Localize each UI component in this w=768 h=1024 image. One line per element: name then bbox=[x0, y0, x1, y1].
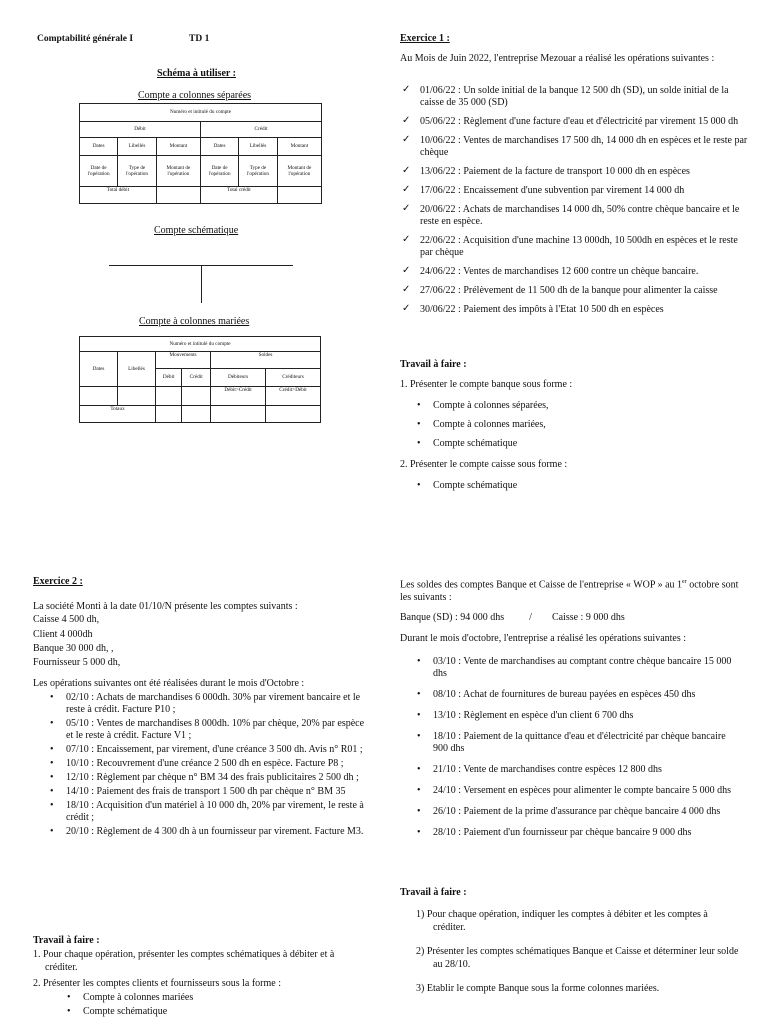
col-libelles: Libellés bbox=[118, 352, 156, 387]
schematic-account-title: Compte schématique bbox=[154, 225, 239, 236]
ex2-q1: 1. Pour chaque opération, présenter les comptes schématiques à débiter et à créditer. bbox=[33, 949, 335, 973]
cell bbox=[80, 387, 118, 406]
list-item: ✓ 05/06/22 : Règlement d'une facture d'eau et d'électricité par virement 15 000 dh bbox=[402, 115, 739, 127]
list-item: • 05/10 : Ventes de marchandises 8 000dh. 10% par chèque, 20% par espèce et le reste à crédit. Facture V1 ; bbox=[50, 718, 365, 741]
ex1-intro: Au Mois de Juin 2022, l'entreprise Mezouar a réalisé les opérations suivantes : bbox=[400, 53, 715, 64]
list-item: • 26/10 : Paiement de la prime d'assurance par chèque bancaire 4 000 dhs bbox=[417, 806, 721, 817]
col-dates: Dates bbox=[200, 138, 238, 156]
debit-header: Débit bbox=[80, 122, 201, 138]
list-item: • 08/10 : Achat de fournitures de bureau payées en espèces 450 dhs bbox=[417, 689, 696, 700]
check-icon: ✓ bbox=[402, 265, 411, 276]
separated-columns-title: Compte a colonnes séparées bbox=[138, 90, 252, 101]
cell bbox=[266, 406, 321, 423]
separated-columns-table bbox=[79, 103, 322, 204]
account-name-cell: Numéro et intitulé du compte bbox=[80, 337, 321, 352]
col-debiteurs: Débiteurs bbox=[211, 369, 266, 387]
list-item: • 18/10 : Paiement de la quittance d'eau et d'électricité par chèque bancaire 900 dhs bbox=[417, 731, 726, 754]
total-debit: Total débit bbox=[80, 187, 157, 204]
ex3-task: 2) Présenter les comptes schématiques Banque et Caisse et déterminer leur solde au 28/10. bbox=[416, 946, 739, 970]
list-item: • 18/10 : Acquisition d'un matériel à 10 000 dh, 20% par virement, le reste à crédit ; bbox=[50, 800, 364, 823]
ex2-title: Exercice 2 : bbox=[33, 576, 83, 587]
totaux: Totaux bbox=[80, 406, 156, 423]
check-icon: ✓ bbox=[402, 134, 411, 145]
ex3-operations bbox=[400, 656, 740, 848]
cell bbox=[156, 406, 182, 423]
credit-header: Crédit bbox=[200, 122, 321, 138]
cell: Date de l'opération bbox=[200, 156, 238, 187]
ex2-q2: 2. Présenter les comptes clients et fournisseurs sous la forme : bbox=[33, 978, 281, 989]
check-icon: ✓ bbox=[402, 284, 411, 295]
list-item: • Compte à colonnes mariées, bbox=[417, 419, 546, 430]
list-item: ✓ 22/06/22 : Acquisition d'une machine 13 000dh, 10 500dh en espèces et le reste par chèque bbox=[402, 234, 738, 258]
cell bbox=[182, 387, 211, 406]
list-item: • Compte schématique bbox=[67, 1006, 168, 1017]
cell bbox=[211, 406, 266, 423]
list-item: • 14/10 : Paiement des frais de transport 1 500 dh par chèque n° BM 35 bbox=[50, 786, 346, 797]
list-item: • Compte schématique bbox=[417, 480, 518, 491]
course-title: Comptabilité générale I bbox=[37, 34, 134, 44]
cell: Type de l'opération bbox=[239, 156, 278, 187]
cell: Date de l'opération bbox=[80, 156, 118, 187]
credit-formula: Crédit>Débit bbox=[266, 387, 321, 406]
ex2-q2-list bbox=[50, 992, 350, 1018]
list-item: • 28/10 : Paiement d'un fournisseur par chèque bancaire 9 000 dhs bbox=[417, 827, 692, 838]
col-credit: Crédit bbox=[182, 369, 211, 387]
list-item: • 03/10 : Vente de marchandises au comptant contre chèque bancaire 15 000 dhs bbox=[417, 656, 732, 679]
ex1-q2: 2. Présenter le compte caisse sous forme : bbox=[400, 459, 568, 470]
list-item: ✓ 10/06/22 : Ventes de marchandises 17 500 dh, 14 000 dh en espèces et le reste par chèque bbox=[402, 134, 748, 158]
list-item: • 07/10 : Encaissement, par virement, d'une créance 3 500 dh. Avis n° R01 ; bbox=[50, 744, 363, 755]
col-dates: Dates bbox=[80, 352, 118, 387]
mouvements-header: Mouvements bbox=[156, 352, 211, 369]
list-item: ✓ 17/06/22 : Encaissement d'une subvention par virement 14 000 dh bbox=[402, 184, 685, 196]
ex3-ops-intro: Durant le mois d'octobre, l'entreprise a réalisé les opérations suivantes : bbox=[400, 633, 687, 644]
ex2-account: Fournisseur 5 000 dh, bbox=[33, 657, 121, 668]
ex2-operations bbox=[33, 692, 370, 840]
cell bbox=[277, 187, 321, 204]
ex1-operations bbox=[400, 85, 750, 323]
ex1-q1: 1. Présenter le compte banque sous forme : bbox=[400, 379, 573, 390]
check-icon: ✓ bbox=[402, 115, 411, 126]
total-credit: Total crédit bbox=[200, 187, 277, 204]
list-item: • 20/10 : Règlement de 4 300 dh à un fournisseur par virement. Facture M3. bbox=[50, 826, 364, 837]
ex2-work-title: Travail à faire : bbox=[33, 935, 100, 946]
check-icon: ✓ bbox=[402, 303, 411, 314]
list-item: • 12/10 : Règlement par chèque n° BM 34 des frais publicitaires 2 500 dh ; bbox=[50, 772, 359, 783]
cell bbox=[156, 187, 200, 204]
check-icon: ✓ bbox=[402, 203, 411, 214]
ex2-account: Banque 30 000 dh, , bbox=[33, 643, 114, 654]
col-debit: Débit bbox=[156, 369, 182, 387]
ex3-intro: Les soldes des comptes Banque et Caisse de l'entreprise « WOP » au 1er octobre sont les suivants : bbox=[400, 579, 739, 603]
col-libelles: Libellés bbox=[239, 138, 278, 156]
list-item: ✓ 20/06/22 : Achats de marchandises 14 000 dh, 50% contre chèque bancaire et le reste en espèce. bbox=[402, 203, 740, 227]
col-crediteurs: Créditeurs bbox=[266, 369, 321, 387]
cell: Type de l'opération bbox=[118, 156, 157, 187]
account-name-cell: Numéro et intitulé du compte bbox=[80, 104, 322, 122]
list-item: • Compte schématique bbox=[417, 438, 518, 449]
cell: Montant de l'opération bbox=[277, 156, 321, 187]
ex2-ops-intro: Les opérations suivantes ont été réalisées durant le mois d'Octobre : bbox=[33, 678, 305, 689]
cell: Montant de l'opération bbox=[156, 156, 200, 187]
ex2-intro: La société Monti à la date 01/10/N présente les comptes suivants : bbox=[33, 601, 298, 612]
list-item: • 13/10 : Règlement en espèce d'un client 6 700 dhs bbox=[417, 710, 634, 721]
ex2-account: Caisse 4 500 dh, bbox=[33, 614, 100, 625]
soldes-header: Soldes bbox=[211, 352, 321, 369]
ex1-title: Exercice 1 : bbox=[400, 33, 450, 44]
ex3-task: 3) Etablir le compte Banque sous la forme colonnes mariées. bbox=[416, 983, 660, 994]
list-item: • 24/10 : Versement en espèces pour alimenter le compte bancaire 5 000 dhs bbox=[417, 785, 732, 796]
t-account-vertical bbox=[201, 265, 202, 303]
list-item: • 02/10 : Achats de marchandises 6 000dh. 30% par virement bancaire et le reste à crédit. Facture P10 ; bbox=[50, 692, 361, 715]
list-item: • Compte à colonnes mariées bbox=[67, 992, 194, 1003]
check-icon: ✓ bbox=[402, 234, 411, 245]
ex3-task: 1) Pour chaque opération, indiquer les comptes à débiter et les comptes à créditer. bbox=[416, 909, 708, 933]
married-columns-title: Compte à colonnes mariées bbox=[139, 316, 250, 327]
ex1-work-title: Travail à faire : bbox=[400, 359, 467, 370]
list-item: ✓ 01/06/22 : Un solde initial de la banque 12 500 dh (SD), un solde initial de la caisse de 35 000 (SD) bbox=[402, 84, 729, 108]
td-label: TD 1 bbox=[189, 34, 210, 44]
check-icon: ✓ bbox=[402, 184, 411, 195]
list-item: • Compte à colonnes séparées, bbox=[417, 400, 549, 411]
check-icon: ✓ bbox=[402, 165, 411, 176]
col-libelles: Libellés bbox=[118, 138, 157, 156]
ex1-q2-list bbox=[400, 480, 740, 492]
cell bbox=[182, 406, 211, 423]
list-item: ✓ 24/06/22 : Ventes de marchandises 12 600 contre un chèque bancaire. bbox=[402, 265, 699, 277]
ex3-balances: Banque (SD) : 94 000 dhs / Caisse : 9 000 dhs bbox=[400, 612, 625, 623]
married-columns-table bbox=[79, 336, 321, 423]
cell bbox=[156, 387, 182, 406]
list-item: ✓ 13/06/22 : Paiement de la facture de transport 10 000 dh en espèces bbox=[402, 165, 690, 177]
list-item: • 21/10 : Vente de marchandises contre espèces 12 800 dhs bbox=[417, 764, 662, 775]
debit-formula: Débit>Crédit bbox=[211, 387, 266, 406]
list-item: ✓ 30/06/22 : Paiement des impôts à l'Etat 10 500 dh en espèces bbox=[402, 303, 664, 315]
cell bbox=[118, 387, 156, 406]
list-item: ✓ 27/06/22 : Prélèvement de 11 500 dh de la banque pour alimenter la caisse bbox=[402, 284, 718, 296]
ex2-account: Client 4 000dh bbox=[33, 629, 93, 640]
ex1-q1-list bbox=[400, 400, 740, 450]
col-montant: Montant bbox=[277, 138, 321, 156]
check-icon: ✓ bbox=[402, 84, 411, 95]
col-montant: Montant bbox=[156, 138, 200, 156]
ex3-work-title: Travail à faire : bbox=[400, 887, 467, 898]
list-item: • 10/10 : Recouvrement d'une créance 2 500 dh en espèce. Facture P8 ; bbox=[50, 758, 344, 769]
schema-title: Schéma à utiliser : bbox=[157, 68, 236, 79]
col-dates: Dates bbox=[80, 138, 118, 156]
